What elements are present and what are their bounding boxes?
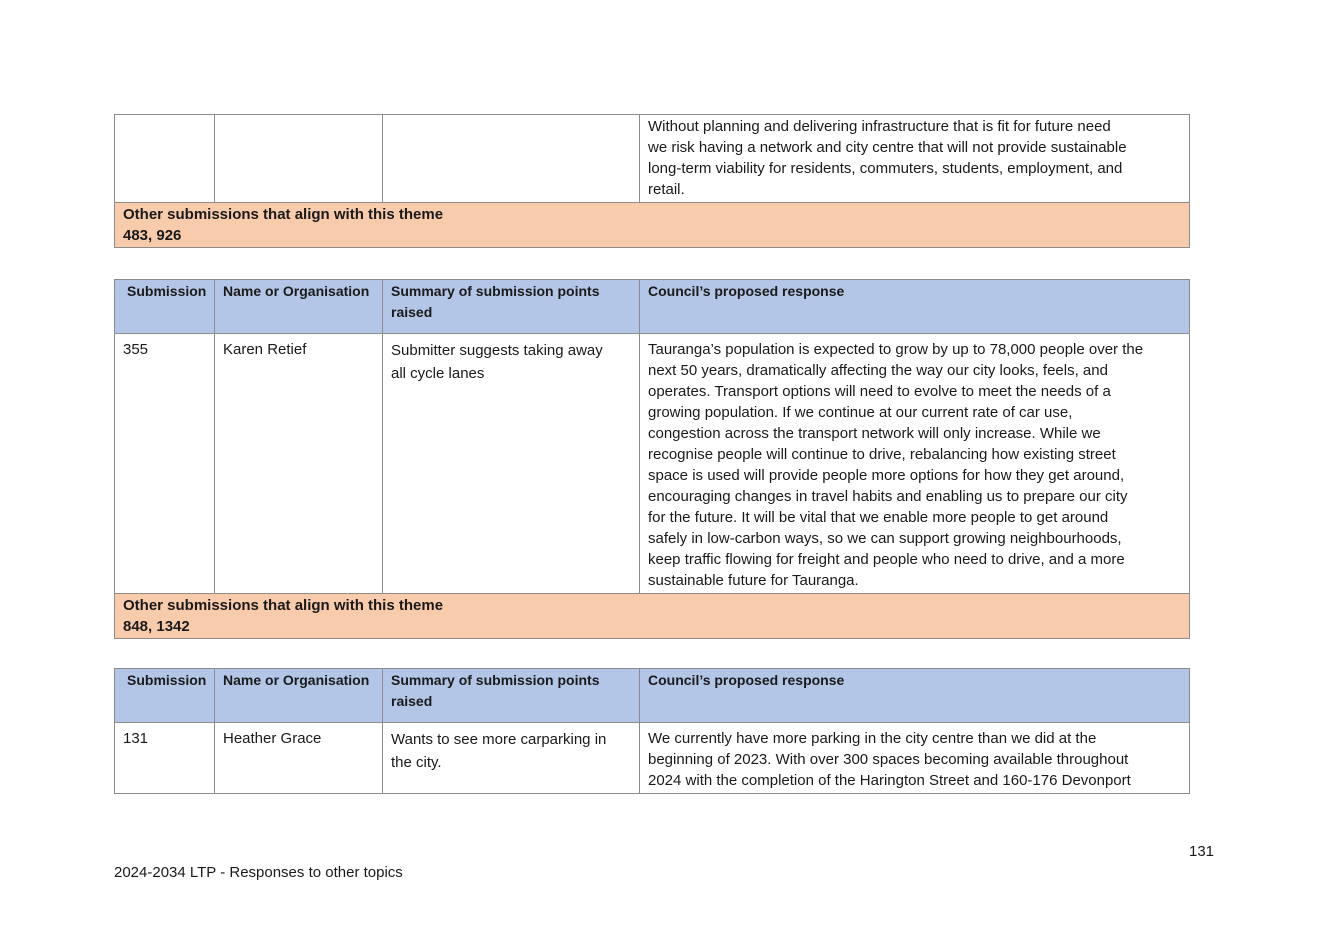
- header-summary-line: raised: [391, 304, 433, 320]
- response-line: keep traffic flowing for freight and people who need to drive, and a more: [648, 551, 1125, 568]
- aligned-submissions-cell: [115, 203, 1190, 248]
- response-line: next 50 years, dramatically affecting the way our city looks, feels, and: [648, 362, 1108, 379]
- submission-number: 355: [115, 334, 215, 594]
- response-cell: [640, 334, 1190, 594]
- summary-line: the city.: [391, 754, 442, 771]
- response-line: growing population. If we continue at our current rate of car use,: [648, 404, 1073, 421]
- aligned-submissions-title: Other submissions that align with this theme: [123, 206, 444, 223]
- submitter-name: Karen Retief: [215, 334, 383, 594]
- aligned-submissions-numbers: 848, 1342: [123, 618, 190, 635]
- document-footer-title: 2024-2034 LTP - Responses to other topics: [114, 864, 403, 881]
- response-line: beginning of 2023. With over 300 spaces becoming available throughout: [648, 751, 1129, 768]
- response-line: space is used will provide people more options for how they get around,: [648, 467, 1125, 484]
- aligned-submissions-cell: [115, 594, 1190, 639]
- header-summary-line: Summary of submission points: [391, 672, 600, 688]
- header-name: Name or Organisation: [215, 280, 383, 334]
- header-response: Council’s proposed response: [640, 669, 1190, 723]
- name-cell-empty: [215, 115, 383, 203]
- submission-cell-empty: [115, 115, 215, 203]
- response-line: long-term viability for residents, commuters, students, employment, and: [648, 160, 1123, 177]
- response-line: for the future. It will be vital that we enable more people to get around: [648, 509, 1109, 526]
- page-number: 131: [1189, 843, 1215, 860]
- response-line: sustainable future for Tauranga.: [648, 572, 859, 589]
- response-line: recognise people will continue to drive, rebalancing how existing street: [648, 446, 1116, 463]
- submitter-name: Heather Grace: [215, 723, 383, 794]
- response-line: encouraging changes in travel habits and enabling us to prepare our city: [648, 488, 1128, 505]
- summary-cell-empty: [383, 115, 640, 203]
- response-line: safely in low-carbon ways, so we can support growing neighbourhoods,: [648, 530, 1122, 547]
- header-response: Council’s proposed response: [640, 280, 1190, 334]
- response-line: congestion across the transport network will only increase. While we: [648, 425, 1101, 442]
- response-line: we risk having a network and city centre that will not provide sustainable: [648, 139, 1127, 156]
- summary-line: Submitter suggests taking away: [391, 342, 603, 359]
- summary-cell: [383, 334, 640, 594]
- response-line: operates. Transport options will need to evolve to meet the needs of a: [648, 383, 1111, 400]
- header-submission: Submission: [115, 669, 215, 723]
- header-submission: Submission: [115, 280, 215, 334]
- response-line: Without planning and delivering infrastructure that is fit for future need: [648, 118, 1111, 135]
- header-name: Name or Organisation: [215, 669, 383, 723]
- submission-number: 131: [115, 723, 215, 794]
- aligned-submissions-numbers: 483, 926: [123, 227, 182, 244]
- summary-line: Wants to see more carparking in: [391, 731, 607, 748]
- header-summary-line: raised: [391, 693, 433, 709]
- response-line: Tauranga’s population is expected to grow by up to 78,000 people over the: [648, 341, 1144, 358]
- response-line: retail.: [648, 181, 685, 198]
- header-summary-line: Summary of submission points: [391, 283, 600, 299]
- aligned-submissions-title: Other submissions that align with this theme: [123, 597, 444, 614]
- submission-table-355: [114, 279, 1190, 639]
- response-cell: [640, 723, 1190, 794]
- response-line: 2024 with the completion of the Harington Street and 160-176 Devonport: [648, 772, 1131, 789]
- submission-table-continued: [114, 114, 1190, 248]
- response-line: We currently have more parking in the city centre than we did at the: [648, 730, 1097, 747]
- header-summary: [383, 669, 640, 723]
- response-cell: [640, 115, 1190, 203]
- summary-cell: [383, 723, 640, 794]
- summary-line: all cycle lanes: [391, 365, 485, 382]
- header-summary: [383, 280, 640, 334]
- submission-table-131: [114, 668, 1190, 794]
